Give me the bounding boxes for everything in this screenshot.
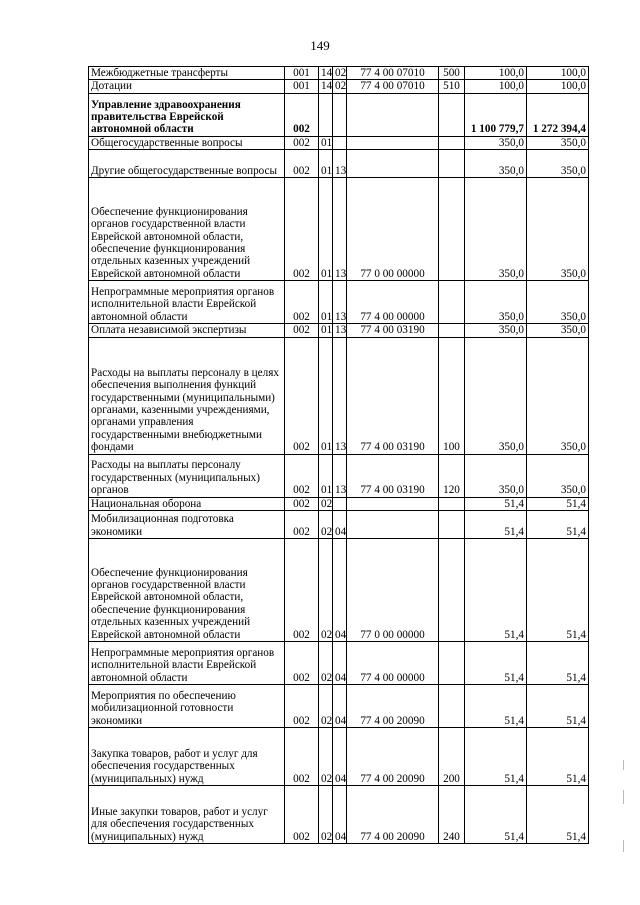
row-section: 02 bbox=[319, 497, 333, 510]
row-value-2020: 51,4 bbox=[527, 539, 589, 642]
row-name: Оплата независимой экспертизы bbox=[89, 324, 285, 337]
row-value-2020: 350,0 bbox=[527, 454, 589, 497]
table-row bbox=[89, 337, 589, 454]
table-row bbox=[89, 324, 589, 337]
row-expense-type: 120 bbox=[439, 454, 465, 497]
row-value-2020: 100,0 bbox=[527, 80, 589, 93]
row-name: Межбюджетные трансферты bbox=[89, 67, 285, 80]
table-row bbox=[89, 150, 589, 178]
row-name: Национальная оборона bbox=[89, 497, 285, 510]
row-value-2019: 51,4 bbox=[465, 642, 527, 685]
row-name: Обеспечение функционирования органов государственной власти Еврейской автономной области, обеспечение функционирования отдельных казенных учреждений Еврейской автономной области bbox=[89, 539, 285, 642]
row-code: 002 bbox=[285, 642, 319, 685]
row-expense-type: 500 bbox=[439, 67, 465, 80]
row-section: 02 bbox=[319, 539, 333, 642]
row-target-code: 77 0 00 00000 bbox=[347, 539, 439, 642]
scan-edge-mark bbox=[623, 840, 624, 852]
table-row bbox=[89, 178, 589, 281]
row-section: 02 bbox=[319, 511, 333, 539]
row-subsection bbox=[333, 136, 347, 149]
row-expense-type: 240 bbox=[439, 786, 465, 844]
row-value-2019: 350,0 bbox=[465, 454, 527, 497]
row-target-code: 77 4 00 07010 bbox=[347, 67, 439, 80]
row-code: 002 bbox=[285, 324, 319, 337]
row-value-2020: 51,4 bbox=[527, 685, 589, 728]
row-target-code: 77 4 00 20090 bbox=[347, 685, 439, 728]
row-subsection: 13 bbox=[333, 281, 347, 324]
row-value-2020: 100,0 bbox=[527, 67, 589, 80]
row-code: 002 bbox=[285, 136, 319, 149]
row-name: Непрограммные мероприятия органов исполнительной власти Еврейской автономной области bbox=[89, 642, 285, 685]
row-subsection: 02 bbox=[333, 80, 347, 93]
row-code: 001 bbox=[285, 80, 319, 93]
row-section: 01 bbox=[319, 324, 333, 337]
row-expense-type bbox=[439, 93, 465, 136]
row-expense-type bbox=[439, 511, 465, 539]
row-value-2020: 350,0 bbox=[527, 324, 589, 337]
row-subsection: 13 bbox=[333, 337, 347, 454]
row-target-code: 77 0 00 00000 bbox=[347, 178, 439, 281]
row-target-code bbox=[347, 150, 439, 178]
row-subsection bbox=[333, 93, 347, 136]
row-code: 002 bbox=[285, 337, 319, 454]
table-row bbox=[89, 136, 589, 149]
row-value-2020: 350,0 bbox=[527, 136, 589, 149]
row-name: Закупка товаров, работ и услуг для обеспечения государственных (муниципальных) нужд bbox=[89, 728, 285, 786]
row-subsection: 13 bbox=[333, 150, 347, 178]
row-expense-type bbox=[439, 281, 465, 324]
row-code: 002 bbox=[285, 454, 319, 497]
row-section: 01 bbox=[319, 150, 333, 178]
row-code: 002 bbox=[285, 511, 319, 539]
row-target-code: 77 4 00 20090 bbox=[347, 728, 439, 786]
row-subsection: 04 bbox=[333, 511, 347, 539]
row-section: 14 bbox=[319, 80, 333, 93]
row-name: Непрограммные мероприятия органов исполнительной власти Еврейской автономной области bbox=[89, 281, 285, 324]
row-target-code bbox=[347, 511, 439, 539]
row-value-2019: 350,0 bbox=[465, 281, 527, 324]
row-target-code: 77 4 00 00000 bbox=[347, 642, 439, 685]
table-row bbox=[89, 642, 589, 685]
row-value-2020: 350,0 bbox=[527, 337, 589, 454]
row-value-2019: 100,0 bbox=[465, 67, 527, 80]
row-value-2019: 100,0 bbox=[465, 80, 527, 93]
table-row bbox=[89, 497, 589, 510]
row-subsection: 04 bbox=[333, 685, 347, 728]
row-value-2020: 350,0 bbox=[527, 281, 589, 324]
row-subsection: 04 bbox=[333, 728, 347, 786]
budget-table-body bbox=[89, 67, 589, 844]
row-section: 02 bbox=[319, 642, 333, 685]
row-target-code: 77 4 00 03190 bbox=[347, 454, 439, 497]
row-subsection: 13 bbox=[333, 324, 347, 337]
row-value-2020: 350,0 bbox=[527, 150, 589, 178]
row-subsection: 02 bbox=[333, 67, 347, 80]
row-expense-type: 200 bbox=[439, 728, 465, 786]
scan-edge-mark bbox=[623, 760, 624, 770]
row-target-code: 77 4 00 07010 bbox=[347, 80, 439, 93]
row-value-2019: 51,4 bbox=[465, 539, 527, 642]
row-value-2020: 1 272 394,4 bbox=[527, 93, 589, 136]
row-value-2019: 350,0 bbox=[465, 150, 527, 178]
row-code: 002 bbox=[285, 539, 319, 642]
row-target-code: 77 4 00 03190 bbox=[347, 337, 439, 454]
row-target-code: 77 4 00 03190 bbox=[347, 324, 439, 337]
row-expense-type bbox=[439, 685, 465, 728]
row-target-code: 77 4 00 20090 bbox=[347, 786, 439, 844]
row-section: 02 bbox=[319, 786, 333, 844]
table-row bbox=[89, 67, 589, 80]
row-code: 002 bbox=[285, 728, 319, 786]
row-value-2019: 51,4 bbox=[465, 728, 527, 786]
row-value-2019: 350,0 bbox=[465, 324, 527, 337]
row-expense-type: 100 bbox=[439, 337, 465, 454]
row-value-2020: 51,4 bbox=[527, 786, 589, 844]
row-name: Обеспечение функционирования органов государственной власти Еврейской автономной области, обеспечение функционирования отдельных казенных учреждений Еврейской автономной области bbox=[89, 178, 285, 281]
row-code: 002 bbox=[285, 178, 319, 281]
row-value-2019: 51,4 bbox=[465, 786, 527, 844]
row-expense-type bbox=[439, 642, 465, 685]
table-row bbox=[89, 539, 589, 642]
row-value-2019: 350,0 bbox=[465, 136, 527, 149]
table-row bbox=[89, 511, 589, 539]
row-expense-type bbox=[439, 150, 465, 178]
row-target-code bbox=[347, 136, 439, 149]
row-value-2020: 51,4 bbox=[527, 728, 589, 786]
row-expense-type bbox=[439, 539, 465, 642]
row-value-2020: 51,4 bbox=[527, 511, 589, 539]
row-section: 01 bbox=[319, 281, 333, 324]
row-section: 01 bbox=[319, 454, 333, 497]
row-value-2020: 350,0 bbox=[527, 178, 589, 281]
row-name: Расходы на выплаты персоналу в целях обеспечения выполнения функций государственными (муниципальными) органами, казенными учреждениями, органами управления государственными внебюджетными фондами bbox=[89, 337, 285, 454]
row-subsection: 13 bbox=[333, 454, 347, 497]
row-value-2019: 51,4 bbox=[465, 497, 527, 510]
table-row bbox=[89, 454, 589, 497]
table-row bbox=[89, 80, 589, 93]
row-name: Управление здравоохранения правительства Еврейской автономной области bbox=[89, 93, 285, 136]
row-name: Другие общегосударственные вопросы bbox=[89, 150, 285, 178]
row-expense-type: 510 bbox=[439, 80, 465, 93]
page-number: 149 bbox=[310, 38, 330, 53]
row-subsection: 13 bbox=[333, 178, 347, 281]
table-row bbox=[89, 93, 589, 136]
row-target-code bbox=[347, 93, 439, 136]
row-code: 002 bbox=[285, 685, 319, 728]
row-name: Мероприятия по обеспечению мобилизационной готовности экономики bbox=[89, 685, 285, 728]
row-code: 002 bbox=[285, 150, 319, 178]
row-value-2020: 51,4 bbox=[527, 497, 589, 510]
row-code: 002 bbox=[285, 497, 319, 510]
row-name: Расходы на выплаты персоналу государственных (муниципальных) органов bbox=[89, 454, 285, 497]
row-name: Общегосударственные вопросы bbox=[89, 136, 285, 149]
row-code: 002 bbox=[285, 786, 319, 844]
row-expense-type bbox=[439, 324, 465, 337]
row-code: 002 bbox=[285, 281, 319, 324]
row-subsection: 04 bbox=[333, 642, 347, 685]
row-value-2019: 51,4 bbox=[465, 511, 527, 539]
row-section: 01 bbox=[319, 337, 333, 454]
row-subsection bbox=[333, 497, 347, 510]
row-section: 14 bbox=[319, 67, 333, 80]
row-code: 001 bbox=[285, 67, 319, 80]
row-value-2019: 1 100 779,7 bbox=[465, 93, 527, 136]
row-value-2019: 51,4 bbox=[465, 685, 527, 728]
row-code: 002 bbox=[285, 93, 319, 136]
scan-edge-mark bbox=[623, 790, 624, 804]
row-section: 02 bbox=[319, 685, 333, 728]
row-name: Дотации bbox=[89, 80, 285, 93]
row-subsection: 04 bbox=[333, 786, 347, 844]
row-section: 02 bbox=[319, 728, 333, 786]
table-row bbox=[89, 685, 589, 728]
row-subsection: 04 bbox=[333, 539, 347, 642]
row-expense-type bbox=[439, 497, 465, 510]
row-section bbox=[319, 93, 333, 136]
row-expense-type bbox=[439, 178, 465, 281]
row-value-2019: 350,0 bbox=[465, 337, 527, 454]
table-row bbox=[89, 728, 589, 786]
row-target-code bbox=[347, 497, 439, 510]
table-row bbox=[89, 786, 589, 844]
row-section: 01 bbox=[319, 136, 333, 149]
row-value-2020: 51,4 bbox=[527, 642, 589, 685]
row-expense-type bbox=[439, 136, 465, 149]
table-row bbox=[89, 281, 589, 324]
budget-table bbox=[88, 66, 589, 844]
row-section: 01 bbox=[319, 178, 333, 281]
row-name: Иные закупки товаров, работ и услуг для обеспечения государственных (муниципальных) нужд bbox=[89, 786, 285, 844]
row-name: Мобилизационная подготовка экономики bbox=[89, 511, 285, 539]
row-target-code: 77 4 00 00000 bbox=[347, 281, 439, 324]
row-value-2019: 350,0 bbox=[465, 178, 527, 281]
